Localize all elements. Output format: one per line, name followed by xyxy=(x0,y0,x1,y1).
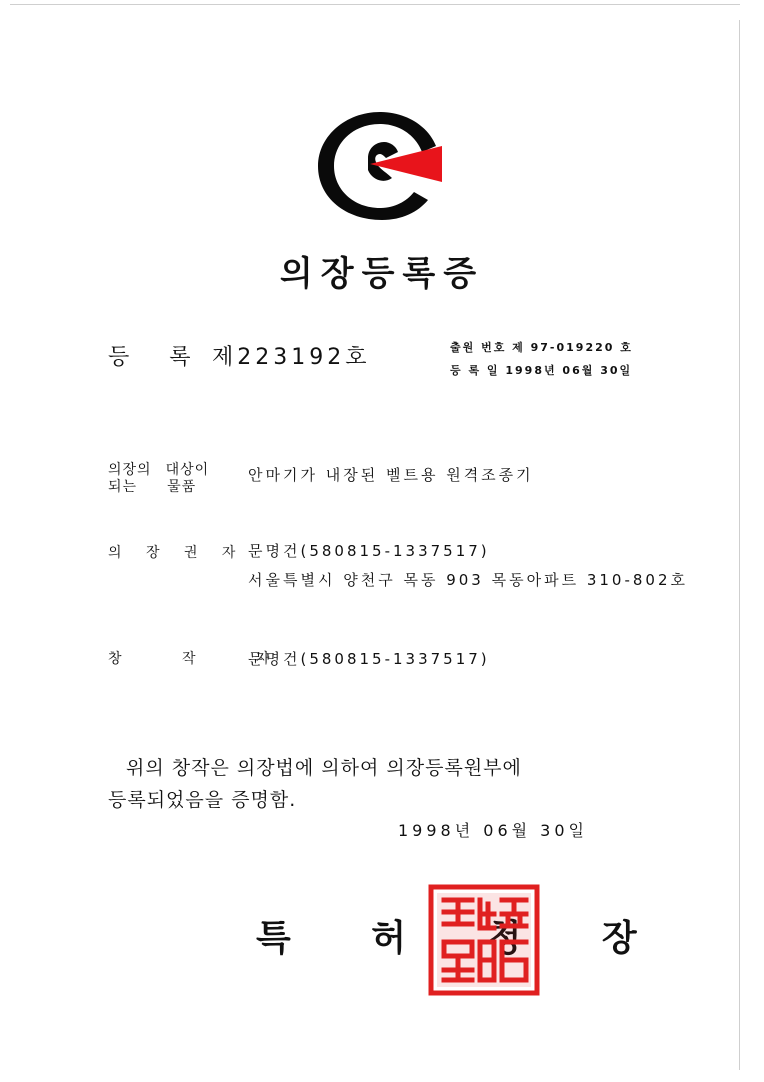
registration-label-b: 록 xyxy=(169,345,193,370)
subject-label-word3: 되는 xyxy=(108,479,138,495)
registration-number: 제223192호 xyxy=(212,345,371,370)
certification-text xyxy=(108,752,522,816)
page-edge-right xyxy=(739,20,740,1070)
official-seal-icon xyxy=(428,884,540,996)
creator-name: 문명건(580815-1337517) xyxy=(248,650,490,668)
registration-meta xyxy=(450,336,633,382)
taegeuk-emblem-icon xyxy=(310,106,450,226)
owner-name: 문명건(580815-1337517) xyxy=(248,542,490,560)
application-number: 출원 번호 제 97-019220 호 xyxy=(450,341,633,354)
issue-date: 1998년 06월 30일 xyxy=(398,821,588,840)
registration-label-a: 등 xyxy=(108,345,132,370)
subject-label xyxy=(108,462,209,496)
document-title: 의장등록증 xyxy=(279,254,485,294)
issuer-name: 특 허 청 장 xyxy=(256,918,671,959)
registration-label xyxy=(108,340,193,371)
registration-date: 등 록 일 1998년 06월 30일 xyxy=(450,364,633,377)
certification-line2: 등록되었음을 증명함. xyxy=(108,789,297,811)
subject-label-word4: 물품 xyxy=(167,479,197,495)
page-edge-top xyxy=(10,4,740,5)
subject-label-word2: 대상이 xyxy=(165,462,210,478)
owner-address: 서울특별시 양천구 목동 903 목동아파트 310-802호 xyxy=(248,571,688,589)
owner-label: 의 장 권 자 xyxy=(108,545,246,561)
subject-value: 안마기가 내장된 벨트용 원격조종기 xyxy=(248,466,534,484)
subject-label-word1: 의장의 xyxy=(108,462,152,478)
certification-line1: 위의 창작은 의장법에 의하여 의장등록원부에 xyxy=(126,757,522,779)
creator-label: 창 작 자 xyxy=(108,651,298,667)
